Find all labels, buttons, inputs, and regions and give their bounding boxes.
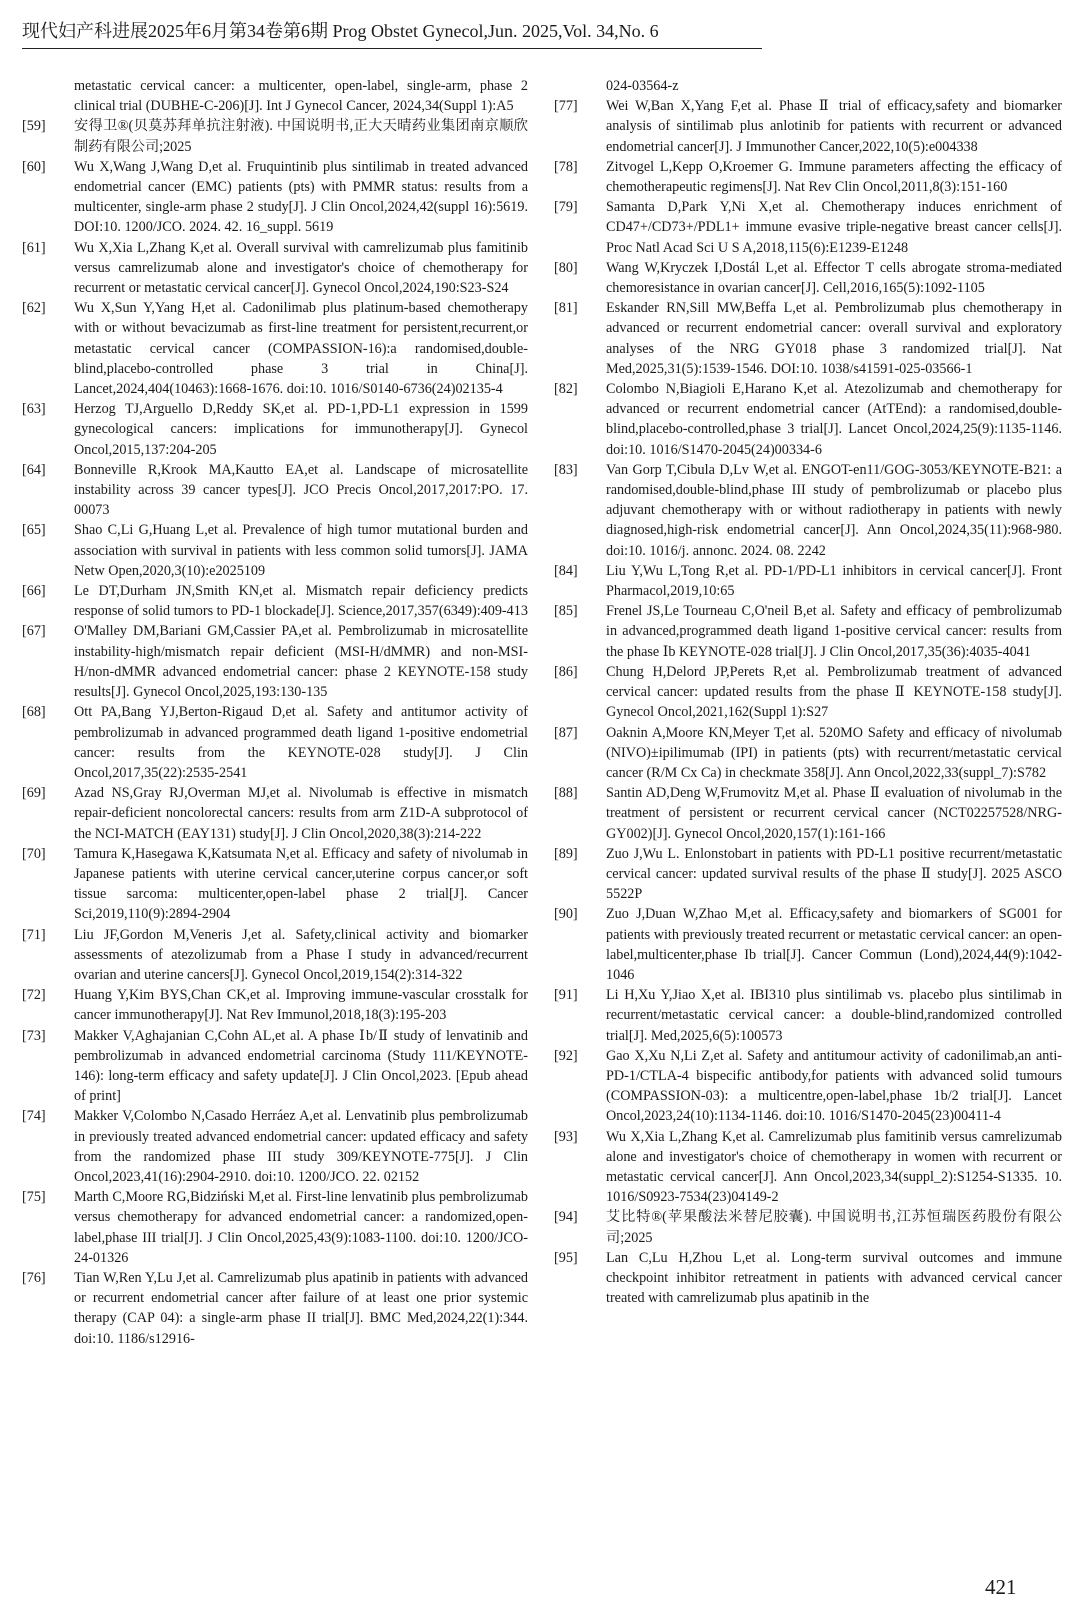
reference-column-left (22, 76, 528, 1349)
reference-item (22, 702, 528, 783)
reference-number: [69] (22, 785, 46, 802)
reference-list-left (22, 116, 528, 1348)
reference-item (554, 1207, 1062, 1247)
reference-text: Chung H,Delord JP,Perets R,et al. Pembrolizumab treatment of advanced cervical cancer: updated results from the phase Ⅱ KEYNOTE-158 study[J]. Gynecol Oncol,2021,162(Suppl 1):S27 (606, 663, 1062, 721)
reference-text: Li H,Xu Y,Jiao X,et al. IBI310 plus sintilimab vs. placebo plus sintilimab in recurrent/metastatic cervical cancer: a double-blind,randomized controlled trial[J]. Med,2025,6(5):100573 (606, 987, 1062, 1044)
reference-number: [86] (554, 663, 578, 680)
reference-text: Wu X,Wang J,Wang D,et al. Fruquintinib plus sintilimab in treated advanced endometrial cancer (EMC) patients (pts) with PMMR status: results from a multicenter, single-arm phase 2 study[J]. J Clin Oncol,2024,42(suppl 16):5619. DOI:10. 1200/JCO. 2024. 42. 16_suppl. 5619 (74, 158, 528, 236)
reference-number: [84] (554, 562, 578, 579)
reference-text: Zuo J,Wu L. Enlonstobart in patients with PD-L1 positive recurrent/metastatic cervical cancer: updated survival results of the phase Ⅱ study[J]. 2025 ASCO 5522P (606, 845, 1062, 903)
reference-item (22, 399, 528, 460)
reference-item (554, 662, 1062, 723)
reference-number: [63] (22, 401, 46, 418)
reference-item (22, 985, 528, 1025)
reference-item (22, 238, 528, 299)
reference-number: [92] (554, 1047, 578, 1064)
reference-number: [73] (22, 1027, 46, 1044)
reference-number: [85] (554, 603, 578, 620)
reference-number: [77] (554, 98, 578, 115)
reference-text: Ott PA,Bang YJ,Berton-Rigaud D,et al. Safety and antitumor activity of pembrolizumab in advanced programmed death ligand 1-positive endometrial cancer: results from the KEYNOTE-028 study[J]. J Clin Oncol,2017,35(22):2535-2541 (74, 704, 528, 781)
reference-text: O'Malley DM,Bariani GM,Cassier PA,et al. Pembrolizumab in microsatellite instability-high/mismatch repair deficient (MSI-H/dMMR) and non-MSI-H/non-dMMR advanced endometrial cancer: phase 2 KEYNOTE-158 study results[J]. Gynecol Oncol,2025,193:130-135 (74, 623, 528, 701)
reference-item (554, 844, 1062, 905)
reference-item (554, 561, 1062, 601)
reference-number: [81] (554, 300, 578, 317)
reference-text: Makker V,Aghajanian C,Cohn AL,et al. A phase Ⅰb/Ⅱ study of lenvatinib and pembrolizumab in advanced endometrial carcinoma (Study 111/KEYNOTE-146): long-term efficacy and safety update[J]. J Clin Oncol,2023. [Epub ahead of print] (74, 1027, 528, 1105)
reference-item (22, 116, 528, 156)
reference-column-right (554, 76, 1062, 1308)
reference-number: [72] (22, 987, 46, 1004)
reference-item (554, 258, 1062, 298)
reference-text: Wang W,Kryczek I,Dostál L,et al. Effector T cells abrogate stroma-mediated chemoresistance in ovarian cancer[J]. Cell,2016,165(5):1092-1105 (606, 259, 1062, 297)
reference-number: [68] (22, 704, 46, 721)
reference-text: Oaknin A,Moore KN,Meyer T,et al. 520MO Safety and efficacy of nivolumab (NIVO)±ipilimumab (IPI) in patients (pts) with recurrent/metastatic cervical cancer (R/M Cx Ca) in checkmate 358[J]. Ann Oncol,2022,33(suppl_7):S782 (606, 724, 1062, 781)
reference-item (22, 1106, 528, 1187)
reference-item (22, 460, 528, 521)
reference-text: Tian W,Ren Y,Lu J,et al. Camrelizumab plus apatinib in patients with advanced or recurrent endometrial cancer after failure of at least one prior systemic therapy (CAP 04): a single-arm phase II trial[J]. BMC Med,2024,22(1):344. doi:10. 1186/s12916- (74, 1269, 528, 1347)
reference-text: 安得卫®(贝莫苏拜单抗注射液). 中国说明书,正大天晴药业集团南京顺欣制药有限公司;2025 (74, 118, 528, 155)
reference-text: Zitvogel L,Kepp O,Kroemer G. Immune parameters affecting the efficacy of chemotherapeutic regimens[J]. Nat Rev Clin Oncol,2011,8(3):151-160 (606, 158, 1062, 196)
reference-item (554, 783, 1062, 844)
reference-item (554, 157, 1062, 197)
reference-item (554, 379, 1062, 460)
reference-text: Wu X,Sun Y,Yang H,et al. Cadonilimab plus platinum-based chemotherapy with or without bevacizumab as first-line treatment for persistent,recurrent,or metastatic cervical cancer (COMPASSION-16):a randomised,double-blind,placebo-controlled phase 3 trial in China[J]. Lancet,2024,404(10463):1668-1676. doi:10. 1016/S0140-6736(24)02135-4 (74, 300, 528, 398)
reference-list-right (554, 96, 1062, 1308)
reference-text: Liu JF,Gordon M,Veneris J,et al. Safety,clinical activity and biomarker assessments of atezolizumab from a Phase I study in advanced/recurrent ovarian and uterine cancers[J]. Gynecol Oncol,2019,154(2):314-322 (74, 926, 528, 983)
reference-text: Makker V,Colombo N,Casado Herráez A,et al. Lenvatinib plus pembrolizumab in previously treated advanced endometrial cancer: updated efficacy and safety from the randomized phase III study 309/KEYNOTE-775[J]. J Clin Oncol,2023,41(16):2904-2910. doi:10. 1200/JCO. 22. 02152 (74, 1108, 528, 1185)
reference-item (22, 581, 528, 621)
reference-number: [87] (554, 724, 578, 741)
reference-number: [89] (554, 845, 578, 862)
reference-item (554, 1046, 1062, 1127)
reference-number: [90] (554, 906, 578, 923)
reference-number: [79] (554, 199, 578, 216)
reference-text: Wei W,Ban X,Yang F,et al. Phase Ⅱ trial of efficacy,safety and biomarker analysis of sintilimab plus anlotinib for patients with recurrent or advanced endometrial cancer[J]. J Immunother Cancer,2022,10(5):e004338 (606, 98, 1062, 155)
reference-text: 024-03564-z (606, 78, 679, 94)
reference-item (22, 298, 528, 399)
reference-number: [70] (22, 845, 46, 862)
reference-item (554, 723, 1062, 784)
reference-text: Liu Y,Wu L,Tong R,et al. PD-1/PD-L1 inhibitors in cervical cancer[J]. Front Pharmacol,2019,10:65 (606, 562, 1062, 600)
reference-number: [78] (554, 158, 578, 175)
reference-item (22, 844, 528, 925)
reference-text: Van Gorp T,Cibula D,Lv W,et al. ENGOT-en11/GOG-3053/KEYNOTE-B21: a randomised,double-blind,phase III study of pembrolizumab or placebo plus adjuvant chemotherapy with or without radiotherapy in patients with newly diagnosed,high-risk endometrial cancer[J]. Ann Oncol,2024,35(11):968-980. doi:10. 1016/j. annonc. 2024. 08. 2242 (606, 461, 1062, 559)
reference-item (554, 985, 1062, 1046)
reference-number: [80] (554, 259, 578, 276)
reference-text: Azad NS,Gray RJ,Overman MJ,et al. Nivolumab is effective in mismatch repair-deficient noncolorectal cancers: results from arm Z1D-A subprotocol of the NCI-MATCH (EAY131) study[J]. J Clin Oncol,2020,38(3):214-222 (74, 785, 528, 842)
reference-text: Le DT,Durham JN,Smith KN,et al. Mismatch repair deficiency predicts response of solid tumors to PD-1 blockade[J]. Science,2017,357(6349):409-413 (74, 583, 528, 620)
reference-text: Tamura K,Hasegawa K,Katsumata N,et al. Efficacy and safety of nivolumab in Japanese patients with uterine cervical cancer,uterine corpus cancer,or soft tissue sarcoma: multicenter,open-label phase 2 trial[J]. Cancer Sci,2019,110(9):2894-2904 (74, 845, 528, 923)
reference-number: [88] (554, 785, 578, 802)
reference-number: [67] (22, 623, 46, 640)
reference-number: [66] (22, 583, 46, 600)
reference-number: [61] (22, 239, 46, 256)
reference-text: Shao C,Li G,Huang L,et al. Prevalence of high tumor mutational burden and association with survival in patients with less common solid tumors[J]. JAMA Netw Open,2020,3(10):e2025109 (74, 522, 528, 579)
reference-item (554, 601, 1062, 662)
reference-number: [74] (22, 1108, 46, 1125)
reference-item (554, 1248, 1062, 1309)
reference-number: [76] (22, 1269, 46, 1286)
reference-text: Marth C,Moore RG,Bidziński M,et al. First-line lenvatinib plus pembrolizumab versus chemotherapy for advanced endometrial cancer: a randomized,open-label,phase III trial[J]. J Clin Oncol,2025,43(9):1083-1100. doi:10. 1200/JCO-24-01326 (74, 1189, 528, 1266)
reference-number: [64] (22, 461, 46, 478)
reference-number: [71] (22, 926, 46, 943)
reference-text: metastatic cervical cancer: a multicenter, open-label, single-arm, phase 2 clinical trial (DUBHE-C-206)[J]. Int J Gynecol Cancer, 2024,34(Suppl 1):A5 (74, 78, 528, 115)
reference-number: [59] (22, 118, 46, 135)
reference-item (22, 520, 528, 581)
reference-item (22, 157, 528, 238)
reference-text: Frenel JS,Le Tourneau C,O'neil B,et al. Safety and efficacy of pembrolizumab in advanced,programmed death ligand 1-positive cervical cancer: results from the phase Ⅰb KEYNOTE-028 trial[J]. J Clin Oncol,2017,35(36):4035-4041 (606, 603, 1062, 660)
reference-item (554, 904, 1062, 985)
reference-number: [93] (554, 1128, 578, 1145)
reference-item (554, 460, 1062, 561)
page-number: 421 (985, 1575, 1017, 1599)
reference-text: Zuo J,Duan W,Zhao M,et al. Efficacy,safety and biomarkers of SG001 for patients with previously treated recurrent or metastatic cervical cancer: an open-label,multicenter,phase Ib trial[J]. Cancer Commun (Lond),2024,44(9):1042-1046 (606, 906, 1062, 983)
reference-number: [65] (22, 522, 46, 539)
reference-item (554, 197, 1062, 258)
reference-item (22, 783, 528, 844)
running-header: 现代妇产科进展2025年6月第34卷第6期 Prog Obstet Gynecol,Jun. 2025,Vol. 34,No. 6 (22, 21, 659, 41)
reference-text: Colombo N,Biagioli E,Harano K,et al. Atezolizumab and chemotherapy for advanced or recurrent endometrial cancer (AtTEnd): a randomised,double-blind,placebo-controlled,phase 3 trial[J]. Lancet Oncol,2024,25(9):1135-1146. doi:10. 1016/S1470-2045(24)00334-6 (606, 381, 1062, 458)
header-divider (22, 48, 762, 49)
reference-text: 艾比特®(苹果酸法米替尼胶囊). 中国说明书,江苏恒瑞医药股份有限公司;2025 (606, 1209, 1062, 1246)
reference-text: Huang Y,Kim BYS,Chan CK,et al. Improving immune-vascular crosstalk for cancer immunotherapy[J]. Nat Rev Immunol,2018,18(3):195-203 (74, 987, 528, 1024)
reference-number: [95] (554, 1249, 578, 1266)
reference-text: Santin AD,Deng W,Frumovitz M,et al. Phase Ⅱ evaluation of nivolumab in the treatment of persistent or recurrent cervical cancer (NCT02257528/NRG-GY002)[J]. Gynecol Oncol,2020,157(1):161-166 (606, 785, 1062, 842)
reference-text: Herzog TJ,Arguello D,Reddy SK,et al. PD-1,PD-L1 expression in 1599 gynecological cancers: implications for immunotherapy[J]. Gynecol Oncol,2015,137:204-205 (74, 401, 528, 458)
reference-continuation (554, 76, 1062, 96)
reference-item (554, 298, 1062, 379)
reference-number: [60] (22, 158, 46, 175)
reference-text: Samanta D,Park Y,Ni X,et al. Chemotherapy induces enrichment of CD47+/CD73+/PDL1+ immune evasive triple-negative breast cancer cells[J]. Proc Natl Acad Sci U S A,2018,115(6):E1239-E1248 (606, 199, 1062, 256)
reference-text: Wu X,Xia L,Zhang K,et al. Camrelizumab plus famitinib versus camrelizumab alone and investigator's choice of chemotherapy in women with recurrent or metastatic cervical cancer[J]. Ann Oncol,2023,34(suppl_2):S1254-S1335. 10. 1016/S0923-7534(23)04149-2 (606, 1128, 1062, 1206)
reference-number: [62] (22, 300, 46, 317)
reference-text: Bonneville R,Krook MA,Kautto EA,et al. Landscape of microsatellite instability across 39 cancer types[J]. JCO Precis Oncol,2017,2017:PO. 17. 00073 (74, 461, 528, 519)
reference-text: Gao X,Xu N,Li Z,et al. Safety and antitumour activity of cadonilimab,an anti-PD-1/CTLA-4 bispecific antibody,for patients with advanced solid tumours (COMPASSION-03): a multicentre,open-label,phase 1b/2 trial[J]. Lancet Oncol,2023,24(10):1134-1146. doi:10. 1016/S1470-2045(23)00411-4 (606, 1047, 1062, 1125)
reference-item (22, 621, 528, 702)
reference-text: Wu X,Xia L,Zhang K,et al. Overall survival with camrelizumab plus famitinib versus camrelizumab alone and investigator's choice of chemotherapy for recurrent or metastatic cervical cancer[J]. Gynecol Oncol,2024,190:S23-S24 (74, 239, 528, 297)
reference-number: [83] (554, 461, 578, 478)
reference-item (22, 925, 528, 986)
reference-continuation (22, 76, 528, 116)
reference-item (22, 1268, 528, 1349)
reference-number: [75] (22, 1189, 46, 1206)
reference-number: [94] (554, 1209, 578, 1226)
reference-text: Lan C,Lu H,Zhou L,et al. Long-term survival outcomes and immune checkpoint inhibitor retreatment in patients with advanced cervical cancer treated with camrelizumab plus apatinib in the (606, 1249, 1062, 1307)
reference-item (554, 96, 1062, 157)
reference-number: [82] (554, 381, 578, 398)
reference-item (22, 1187, 528, 1268)
reference-item (22, 1026, 528, 1107)
reference-item (554, 1127, 1062, 1208)
reference-number: [91] (554, 987, 578, 1004)
reference-text: Eskander RN,Sill MW,Beffa L,et al. Pembrolizumab plus chemotherapy in advanced or recurrent endometrial cancer: overall survival and exploratory analyses of the NRG GY018 phase 3 randomized trial[J]. Nat Med,2025,31(5):1539-1546. DOI:10. 1038/s41591-025-03566-1 (606, 300, 1062, 377)
